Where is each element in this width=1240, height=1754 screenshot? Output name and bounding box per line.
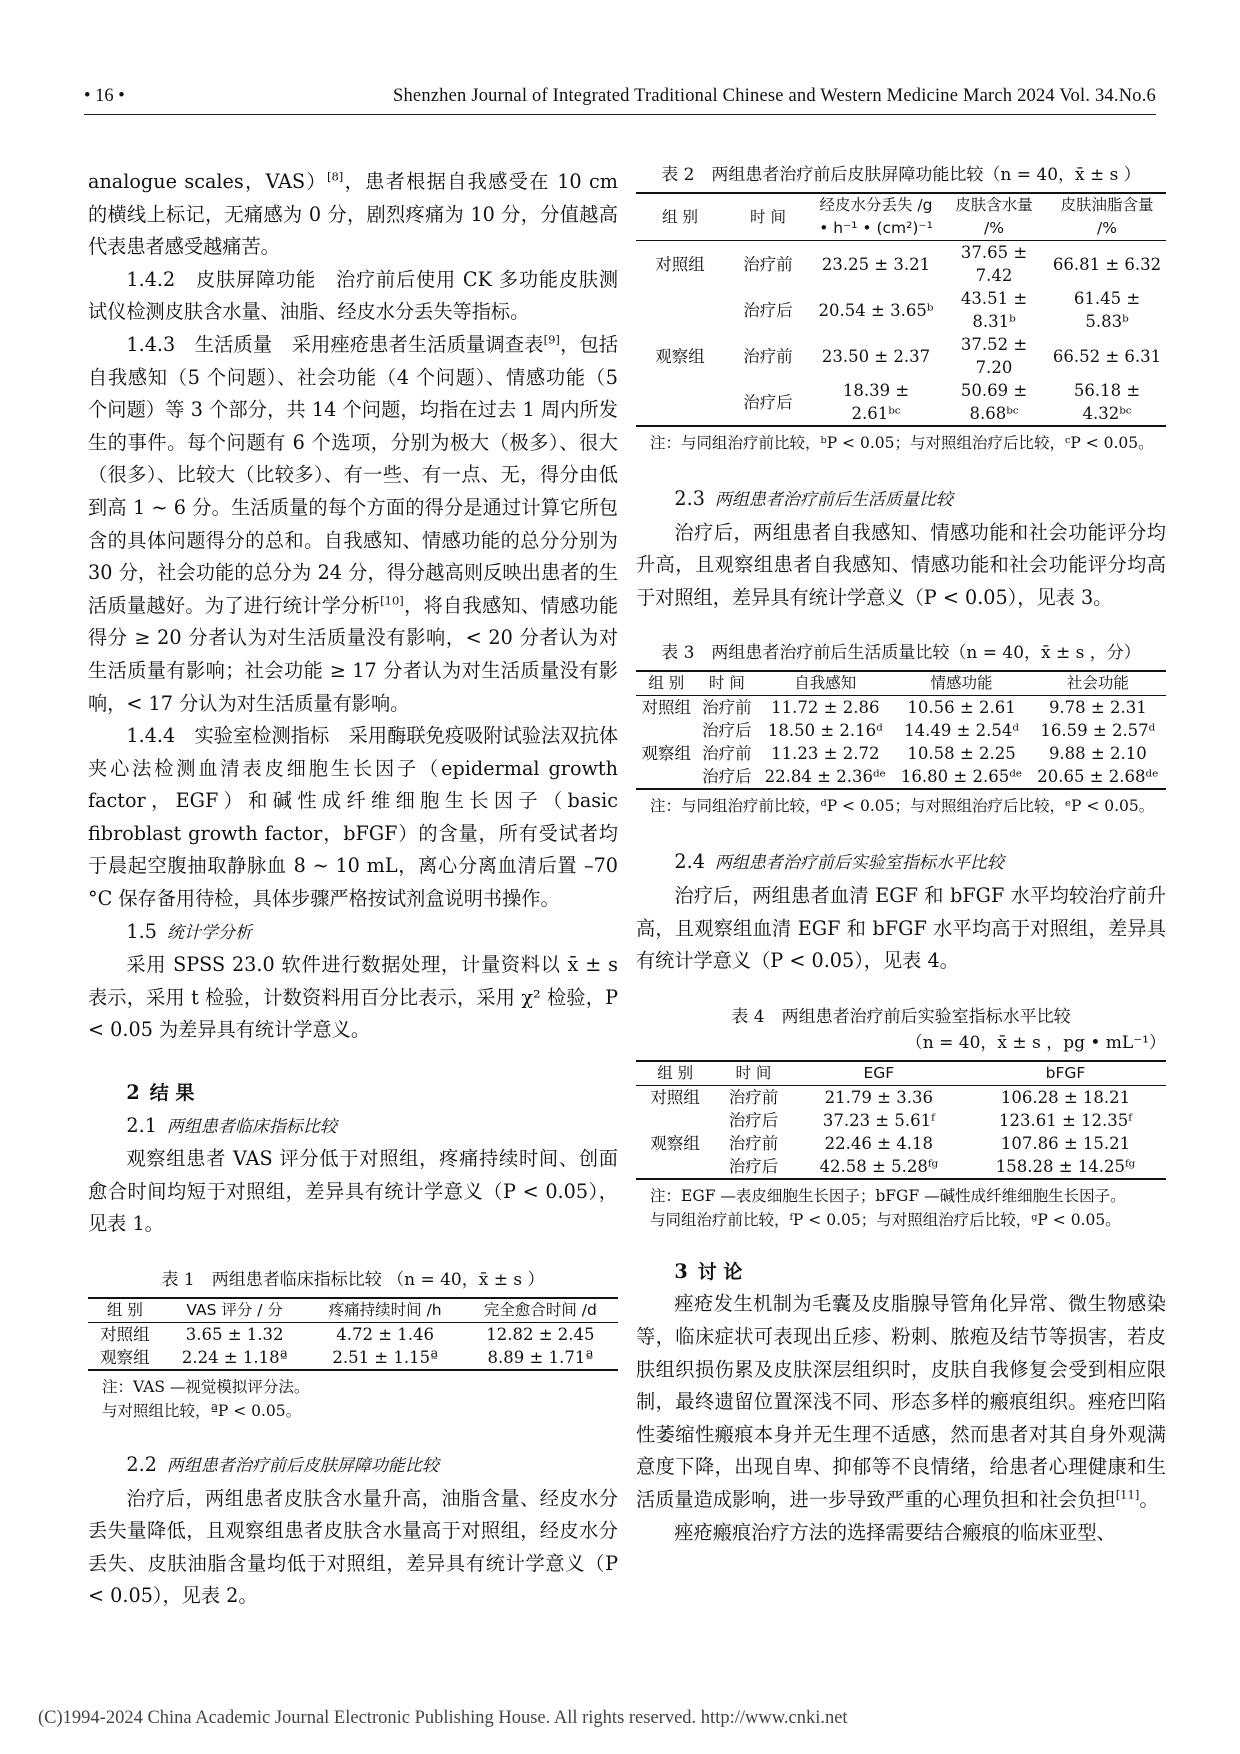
- discussion-paragraph-1: 痤疮发生机制为毛囊及皮脂腺导管角化异常、微生物感染等，临床症状可表现出丘疹、粉刺、脓疱及结节等损害，若皮肤组织损伤累及皮肤深层组织时，皮肤自我修复会受到相应限制，最终遗留位置深浅不同、形态多样的瘢痕组织。痤疮凹陷性萎缩性瘢痕本身并无生理不适感，然而患者对其自身外观满意度下降，出现自卑、抑郁等不良情绪，给患者心理健康和生活质量造成影响，进一步导致严重的心理负担和社会负担[11]。: [636, 1292, 1166, 1511]
- table-header: 组 别: [636, 1061, 714, 1086]
- table-cell: 16.59 ± 2.57ᵈ: [1040, 721, 1156, 741]
- table-4-note: 注：EGF —表皮细胞生长因子；bFGF —碱性成纤维细胞生长因子。 与同组治疗前比较，ᶠP < 0.05；与对照组治疗后比较，ᵍP < 0.05。: [650, 1186, 1126, 1229]
- table-cell: [636, 379, 724, 426]
- table-row: [88, 1323, 618, 1347]
- table-header: EGF: [793, 1061, 965, 1086]
- table-cell: 观察组: [655, 346, 705, 366]
- heading-2: 2 结 果: [126, 1081, 195, 1105]
- table-3-note: 注：与同组治疗前比较，ᵈP < 0.05；与对照组治疗后比较，ᵉP < 0.05。: [650, 797, 1155, 816]
- table-4-caption: 表 4 两组患者治疗前后实验室指标水平比较: [731, 1006, 1071, 1027]
- table-cell: 37.65 ± 7.42: [960, 243, 1028, 285]
- table-cell: 66.81 ± 6.32: [1052, 254, 1162, 274]
- table-cell: 43.51 ± 8.31ᵇ: [960, 289, 1028, 331]
- table-1-note: 注：VAS —视觉模拟评分法。 与对照组比较，ªP < 0.05。: [102, 1378, 310, 1420]
- table-2: [636, 192, 1166, 427]
- table-cell: 2.51 ± 1.15ª: [308, 1346, 463, 1370]
- table-cell: 20.65 ± 2.68ᵈᵉ: [1030, 765, 1166, 789]
- table-3: [636, 670, 1166, 790]
- citation[interactable]: [9]: [543, 332, 560, 347]
- table-cell: 21.79 ± 3.36: [824, 1087, 933, 1107]
- section-1-5-text: 采用 SPSS 23.0 软件进行数据处理，计量资料以 x̄ ± s 表示，采用 t 检验，计数资料用百分比表示，采用 χ² 检验，P < 0.05 为差异具有统计学意义。: [88, 953, 618, 1042]
- heading-2-3: 2.3 两组患者治疗前后生活质量比较: [674, 487, 953, 510]
- table-cell: 18.39 ± 2.61ᵇᶜ: [812, 379, 940, 426]
- table-cell: 50.69 ± 8.68ᵇᶜ: [940, 379, 1048, 426]
- table-cell: 对照组: [655, 254, 705, 274]
- heading-2-4: 2.4 两组患者治疗前后实验室指标水平比较: [674, 850, 1004, 874]
- table-4: [636, 1060, 1166, 1180]
- table-row: [636, 765, 1166, 789]
- page-number: • 16 •: [84, 86, 125, 106]
- table-cell: 61.45 ± 5.83ᵇ: [1073, 289, 1141, 331]
- table-cell: 观察组: [650, 1133, 700, 1153]
- table-cell: 14.49 ± 2.54ᵈ: [904, 721, 1019, 741]
- table-cell: 37.52 ± 7.20: [960, 335, 1028, 377]
- table-cell: 治疗后: [697, 765, 758, 789]
- table-cell: [636, 1155, 714, 1179]
- table-row: [636, 241, 1166, 288]
- table-row: [636, 742, 1166, 765]
- table-cell: 22.46 ± 4.18: [824, 1133, 933, 1153]
- section-2-3-text: 治疗后，两组患者自我感知、情感功能和社会功能评分均升高，且观察组患者自我感知、情感功能和社会功能评分均高于对照组，差异具有统计学意义（P < 0.05），见表 3。: [636, 520, 1166, 609]
- table-row: [88, 1346, 618, 1370]
- table-header: 皮肤含水量 /%: [940, 193, 1048, 241]
- table-cell: 10.56 ± 2.61: [907, 698, 1016, 718]
- table-header: 社会功能: [1030, 671, 1166, 696]
- table-cell: 16.80 ± 2.65ᵈᵉ: [893, 765, 1029, 789]
- table-cell: 107.86 ± 15.21: [1000, 1133, 1131, 1153]
- table-row: [636, 1132, 1166, 1155]
- table-cell: 治疗后: [743, 300, 793, 320]
- table-cell: 对照组: [100, 1325, 150, 1344]
- running-header: [84, 84, 1156, 115]
- table-header: bFGF: [965, 1061, 1166, 1086]
- table-cell: 3.65 ± 1.32: [185, 1325, 284, 1344]
- table-header: 组 别: [636, 671, 697, 696]
- table-cell: 56.18 ± 4.32ᵇᶜ: [1048, 379, 1166, 426]
- table-header: 经皮水分丢失 /g • h⁻¹ • (cm²)⁻¹: [812, 193, 940, 241]
- table-header: 时 间: [697, 671, 758, 696]
- table-cell: 123.61 ± 12.35ᶠ: [999, 1110, 1132, 1130]
- table-cell: 观察组: [88, 1346, 162, 1370]
- heading-2-1: 2.1 两组患者临床指标比较: [126, 1113, 337, 1137]
- table-cell: 2.24 ± 1.18ª: [162, 1346, 308, 1370]
- table-cell: 37.23 ± 5.61ᶠ: [822, 1110, 935, 1130]
- section-1-4-2: 1.4.2 皮肤屏障功能 治疗前后使用 CK 多功能皮肤测试仪检测皮肤含水量、油脂、经皮水分丢失等指标。: [88, 267, 619, 324]
- table-cell: 对照组: [650, 1087, 700, 1107]
- table-cell: 8.89 ± 1.71ª: [463, 1346, 618, 1370]
- table-cell: 9.78 ± 2.31: [1048, 698, 1147, 718]
- table-2-note: 注：与同组治疗前比较，ᵇP < 0.05；与对照组治疗后比较，ᶜP < 0.05。: [650, 434, 1154, 452]
- heading-2-2: 2.2 两组患者治疗前后皮肤屏障功能比较: [126, 1453, 439, 1476]
- table-cell: 22.84 ± 2.36ᵈᵉ: [757, 765, 893, 789]
- section-1-4-3: 1.4.3 生活质量 采用痤疮患者生活质量调查表[9]，包括自我感知（5 个问题）、社会功能（4 个问题）、情感功能（5 个问题）等 3 个部分，共 14 个问题，均指在过去 1 周内所发生的事件。每个问题有 6 个选项，分别为极大（极多）、很大（很多）、比较大（比较多）、有一些、有一点、无，得分由低到高 1 ~ 6 分。生活质量的每个方面的得分是通过计算它所包含的具体问题得分的总和。自我感知、情感功能的总分分别为 30 分，社会功能的总分为 24 分，得分越高则反映出患者的生活质量越好。为了进行统计学分析[10]，将自我感知、情感功能得分 ≥ 20 分者认为对生活质量没有影响，< 20 分者认为对生活质量有影响；社会功能 ≥ 17 分者认为对生活质量没有影响，< 17 分认为对生活质量有影响。: [88, 332, 619, 715]
- table-cell: 12.82 ± 2.45: [486, 1325, 595, 1344]
- table-cell: 治疗后: [702, 721, 752, 741]
- table-cell: 23.50 ± 2.37: [821, 346, 931, 366]
- table-cell: 观察组: [641, 744, 692, 764]
- right-column: [636, 166, 1166, 1549]
- table-cell: 治疗前: [702, 698, 752, 718]
- table-row: [636, 333, 1166, 379]
- table-row: [636, 287, 1166, 333]
- section-2-1-text: 观察组患者 VAS 评分低于对照组，疼痛持续时间、创面愈合时间均短于对照组，差异具有统计学意义（P < 0.05），见表 1。: [88, 1147, 618, 1236]
- table-cell: 4.72 ± 1.46: [336, 1325, 435, 1344]
- table-row: [636, 379, 1166, 426]
- table-cell: 治疗后: [724, 379, 812, 426]
- left-column: [88, 166, 618, 1613]
- table-cell: 106.28 ± 18.21: [1000, 1087, 1131, 1107]
- table-cell: 治疗前: [728, 1133, 779, 1153]
- table-cell: 66.52 ± 6.31: [1052, 346, 1162, 366]
- table-cell: 158.28 ± 14.25ᶠᵍ: [965, 1155, 1166, 1179]
- table-1-caption: 表 1 两组患者临床指标比较 （n = 40，x̄ ± s ）: [161, 1270, 545, 1290]
- heading-1-5: 1.5 统计学分析: [126, 919, 252, 943]
- table-cell: 10.58 ± 2.25: [907, 744, 1016, 764]
- heading-3: 3 讨 论: [674, 1259, 743, 1283]
- table-row: [636, 719, 1166, 742]
- table-cell: 18.50 ± 2.16ᵈ: [767, 721, 883, 741]
- citation[interactable]: [11]: [1115, 1487, 1140, 1502]
- journal-title: Shenzhen Journal of Integrated Traditional Chinese and Western Medicine March 2024 Vol. 34.No.6: [392, 86, 1156, 106]
- copyright-footer: (C)1994-2024 China Academic Journal Electronic Publishing House. All rights reserved. http://www.cnki.net: [38, 1708, 848, 1728]
- paragraph-vas: analogue scales，VAS）[8]，患者根据自我感受在 10 cm 的横线上标记，无痛感为 0 分，剧烈疼痛为 10 分，分值越高代表患者感受越痛苦。: [88, 169, 618, 259]
- table-header: 情感功能: [893, 671, 1029, 696]
- table-cell: 对照组: [641, 698, 692, 718]
- table-cell: 9.88 ± 2.10: [1048, 744, 1147, 764]
- table-header: VAS 评分 / 分: [162, 1298, 308, 1323]
- table-row: [636, 1085, 1166, 1109]
- section-1-4-4: 1.4.4 实验室检测指标 采用酶联免疫吸附试验法双抗体夹心法检测血清表皮细胞生长因子（epidermal growth factor，EGF）和碱性成纤维细胞生长因子（basic fibroblast growth factor，bFGF）的含量，所有受试者均于晨起空腹抽取静脉血 8 ~ 10 mL，离心分离血清后置 –70 °C 保存备用待检，具体步骤严格按试剂盒说明书操作。: [88, 724, 619, 911]
- discussion-paragraph-2: 痤疮瘢痕治疗方法的选择需要结合瘢痕的临床亚型、: [674, 1520, 1116, 1544]
- table-cell: 治疗前: [743, 346, 793, 366]
- table-cell: 治疗后: [714, 1155, 792, 1179]
- table-cell: [636, 287, 724, 333]
- table-header: 时 间: [724, 193, 812, 241]
- table-header: 组 别: [636, 193, 724, 241]
- table-row: [636, 696, 1166, 720]
- table-row: [636, 1109, 1166, 1132]
- table-2-caption: 表 2 两组患者治疗前后皮肤屏障功能比较（n = 40，x̄ ± s ）: [661, 165, 1141, 185]
- table-cell: 治疗前: [743, 254, 793, 274]
- table-1: [88, 1297, 618, 1371]
- table-cell: 治疗后: [728, 1110, 779, 1130]
- table-header: 皮肤油脂含量 /%: [1048, 193, 1166, 241]
- table-header: 自我感知: [757, 671, 893, 696]
- table-cell: [636, 719, 697, 742]
- table-header: 疼痛持续时间 /h: [308, 1298, 463, 1323]
- table-cell: [636, 765, 697, 789]
- table-cell: 治疗前: [702, 744, 752, 764]
- table-cell: 20.54 ± 3.65ᵇ: [818, 300, 934, 320]
- table-3-caption: 表 3 两组患者治疗前后生活质量比较（n = 40，x̄ ± s ，分）: [661, 643, 1141, 664]
- table-4-caption-units: （n = 40，x̄ ± s ，pg • mL⁻¹）: [905, 1032, 1166, 1053]
- table-header: 时 间: [714, 1061, 792, 1086]
- table-row: [636, 1155, 1166, 1179]
- table-cell: 11.23 ± 2.72: [771, 744, 880, 764]
- section-2-4-text: 治疗后，两组患者血清 EGF 和 bFGF 水平均较治疗前升高，且观察组血清 EGF 和 bFGF 水平均高于对照组，差异具有统计学意义（P < 0.05），见表 4。: [636, 883, 1166, 973]
- table-header: 组 别: [88, 1298, 162, 1323]
- citation[interactable]: [8]: [326, 169, 344, 184]
- table-cell: 23.25 ± 3.21: [821, 254, 931, 274]
- table-header: 完全愈合时间 /d: [463, 1298, 618, 1323]
- table-cell: 42.58 ± 5.28ᶠᵍ: [793, 1155, 965, 1179]
- table-cell: [636, 1109, 714, 1132]
- table-cell: 治疗前: [728, 1087, 779, 1107]
- citation[interactable]: [10]: [380, 593, 404, 608]
- section-2-2-text: 治疗后，两组患者皮肤含水量升高，油脂含量、经皮水分丢失量降低，且观察组患者皮肤含水量高于对照组，经皮水分丢失、皮肤油脂含量均低于对照组，差异具有统计学意义（P < 0.05），见表 2。: [88, 1486, 618, 1608]
- table-cell: 11.72 ± 2.86: [771, 698, 880, 718]
